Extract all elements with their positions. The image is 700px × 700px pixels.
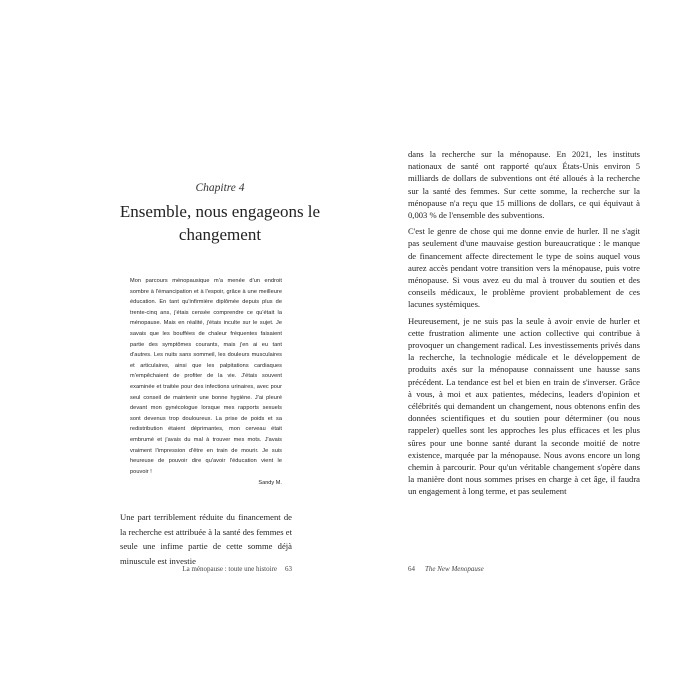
chapter-title: Ensemble, nous engageons le changement	[119, 202, 321, 244]
right-page	[350, 0, 700, 700]
right-footer	[408, 565, 484, 573]
right-body-text	[408, 148, 640, 502]
chapter-number: Chapitre 4	[195, 182, 245, 194]
left-footer-title: La ménopause : toute une histoire	[182, 565, 277, 573]
paragraph: C'est le genre de chose qui me donne envie de hurler. Il ne s'agit pas seulement d'une mauvaise gestion bureaucratique : le manque de financement affecte directement le type de soins auquel vous aurez accès pendant votre transition vers la ménopause, puis votre ménopause. Si vous avez eu du mal à trouver du soutien et des conseils médicaux, le problème provient probablement de ces lacunes systémiques.	[408, 226, 640, 310]
left-page-number: 63	[285, 565, 292, 573]
testimonial-signature: Sandy M.	[258, 480, 282, 486]
paragraph: Heureusement, je ne suis pas la seule à avoir envie de hurler et cette frustration alimente une action collective qui contribue à provoquer un changement radical. Les investissements privés dans la recherche, la technologie médicale et le développement de produits axés sur la ménopause connaissent une hausse sans précédent. La tendance est bel et bien en train de s'inverser. Grâce à vous, à moi et aux patientes, médecins, leaders d'opinion et célébrités qui demandent un changement, nous obtenons enfin des données scientifiques et du soutien pour déterminer (ou nous rappeler) quelles sont les approches les plus efficaces et les plus sûres pour une bonne santé durant la seconde moitié de notre existence, marquée par la ménopause. Nous avons encore un long chemin à parcourir. Pour qu'un véritable changement s'opère dans la manière dont nous sommes prises en charge à cet âge, il faudra un engagement à long terme, et pas seulement	[408, 315, 640, 497]
testimonial-text: Mon parcours ménopausique m'a menée d'un endroit sombre à l'émancipation et à l'espoir, grâce à une meilleure éducation. En tant qu'infirmière diplômée depuis plus de trente-cinq ans, j'étais censée comprendre ce qu'était la ménopause. Mais en réalité, j'étais inculte sur le sujet. Je savais que les bouffées de chaleur fréquentes faisaient partie des symptômes courants, mais j'en ai eu tant d'autres. Les nuits sans sommeil, les douleurs musculaires et articulaires, ainsi que les palpitations cardiaques m'empêchaient de profiter de la vie. J'étais souvent examinée et traitée pour des infections urinaires, avec pour seul conseil de maintenir une bonne hygiène. J'ai pleuré devant mon gynécologue lorsque mes rapports sexuels sont devenus trop douloureux. La prise de poids et sa redistribution étaient déprimantes, mon cerveau était embrumé et j'avais du mal à trouver mes mots. J'avais vraiment l'impression d'être en train de mourir. Je suis heureuse de pouvoir dire qu'avoir l'éducation vient le pouvoir !	[130, 278, 282, 475]
right-footer-title: The New Menopause	[425, 565, 484, 573]
paragraph: dans la recherche sur la ménopause. En 2021, les instituts nationaux de santé ont rapporté qu'aux États-Unis environ 5 milliards de dollars de subventions ont été alloués à la recherche sur la santé des femmes. Sur cette somme, la recherche sur la ménopause n'a reçu que 15 millions de dollars, ce qui équivaut à 0,003 % de l'ensemble des subventions.	[408, 149, 640, 221]
left-footer	[120, 565, 292, 573]
left-body-text: Une part terriblement réduite du financement de la recherche est attribuée à la santé des femmes et seule une infime partie de cette somme déjà minuscule est investie	[120, 512, 292, 566]
right-page-number: 64	[408, 565, 415, 573]
